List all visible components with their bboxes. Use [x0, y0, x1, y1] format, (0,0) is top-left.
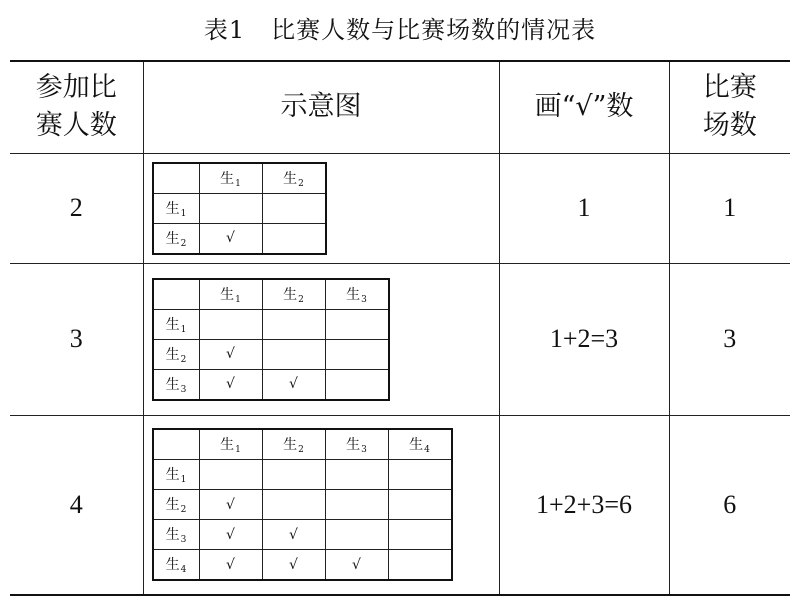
table-title: 比赛人数与比赛场数的情况表	[271, 16, 597, 44]
diagram-check-cell	[199, 550, 262, 581]
diagram-check-cell	[199, 223, 262, 254]
diagram-empty-cell	[262, 193, 326, 223]
diagram-row	[153, 223, 326, 254]
diagram-empty-cell	[262, 339, 325, 369]
diagram-empty-cell	[388, 460, 452, 490]
check-mark: √	[226, 526, 235, 543]
check-mark: √	[289, 556, 298, 573]
diagram-check-cell	[199, 520, 262, 550]
diagram-empty-cell	[325, 460, 388, 490]
diagram-empty-cell	[388, 520, 452, 550]
diagram-4-players	[152, 428, 453, 581]
diagram-row-label: 生$_1$	[153, 193, 200, 223]
players-count: 2	[10, 153, 143, 263]
checks-count: 1+2=3	[499, 263, 669, 415]
diagram-check-cell	[199, 369, 262, 400]
header-row	[10, 61, 790, 153]
header-matches: 比赛 场数	[669, 61, 790, 153]
check-mark: √	[226, 230, 235, 246]
diagram-empty-cell	[262, 223, 326, 254]
diagram-empty-cell	[325, 309, 389, 339]
diagram-row-label: 生$_2$	[153, 339, 200, 369]
diagram-empty-cell	[388, 490, 452, 520]
diagram-empty-cell	[199, 193, 262, 223]
diagram-col-label: 生$_1$	[199, 163, 262, 194]
diagram-col-label: 生$_1$	[199, 429, 262, 460]
diagram-row	[153, 369, 389, 400]
diagram-empty-cell	[199, 460, 262, 490]
header-checks: 画“√”数	[499, 61, 669, 153]
checks-count: 1+2+3=6	[499, 415, 669, 595]
diagram-row	[153, 460, 452, 490]
check-mark: √	[226, 556, 235, 573]
table-row	[10, 263, 790, 415]
diagram-header-row	[153, 429, 452, 460]
diagram-check-cell	[262, 369, 325, 400]
checks-count: 1	[499, 153, 669, 263]
diagram-empty-cell	[325, 520, 388, 550]
diagram-check-cell	[262, 520, 325, 550]
diagram-row	[153, 339, 389, 369]
diagram-col-label: 生$_2$	[262, 279, 325, 310]
table-caption	[0, 10, 800, 45]
diagram-row-label: 生$_3$	[153, 369, 200, 400]
diagram-row	[153, 520, 452, 550]
diagram-check-cell	[325, 550, 388, 581]
players-count: 3	[10, 263, 143, 415]
check-mark: √	[352, 556, 361, 573]
diagram-empty-cell	[262, 460, 325, 490]
matches-count: 1	[669, 153, 790, 263]
diagram-row-label: 生$_2$	[153, 223, 200, 254]
diagram-check-cell	[262, 550, 325, 581]
diagram-row	[153, 550, 452, 581]
check-mark: √	[226, 376, 235, 392]
table-row	[10, 415, 790, 595]
table-number: 表1	[203, 16, 246, 44]
diagram-row	[153, 309, 389, 339]
diagram-row-label: 生$_2$	[153, 490, 200, 520]
diagram-empty-cell	[388, 550, 452, 581]
diagram-empty-cell	[199, 309, 262, 339]
diagram-cell	[143, 263, 499, 415]
diagram-cell	[143, 153, 499, 263]
players-count: 4	[10, 415, 143, 595]
diagram-col-label: 生$_2$	[262, 163, 326, 194]
diagram-row-label: 生$_4$	[153, 550, 200, 581]
diagram-corner-cell	[153, 163, 200, 194]
check-mark: √	[289, 526, 298, 543]
diagram-check-cell	[199, 490, 262, 520]
diagram-empty-cell	[325, 490, 388, 520]
check-mark: √	[226, 346, 235, 362]
diagram-row-label: 生$_1$	[153, 460, 200, 490]
diagram-row	[153, 193, 326, 223]
diagram-row	[153, 490, 452, 520]
diagram-cell	[143, 415, 499, 595]
diagram-2-players	[152, 162, 327, 255]
diagram-empty-cell	[325, 369, 389, 400]
check-mark: √	[226, 496, 235, 513]
check-mark: √	[289, 376, 298, 392]
diagram-row-label: 生$_1$	[153, 309, 200, 339]
diagram-empty-cell	[262, 309, 325, 339]
diagram-header-row	[153, 279, 389, 310]
diagram-empty-cell	[262, 490, 325, 520]
match-count-table	[10, 60, 790, 596]
diagram-header-row	[153, 163, 326, 194]
header-diagram: 示意图	[143, 61, 499, 153]
matches-count: 3	[669, 263, 790, 415]
diagram-col-label: 生$_2$	[262, 429, 325, 460]
diagram-check-cell	[199, 339, 262, 369]
diagram-corner-cell	[153, 429, 200, 460]
matches-count: 6	[669, 415, 790, 595]
diagram-corner-cell	[153, 279, 200, 310]
diagram-col-label: 生$_3$	[325, 279, 389, 310]
diagram-empty-cell	[325, 339, 389, 369]
header-players: 参加比 赛人数	[10, 61, 143, 153]
table-row	[10, 153, 790, 263]
diagram-col-label: 生$_1$	[199, 279, 262, 310]
diagram-col-label: 生$_4$	[388, 429, 452, 460]
diagram-col-label: 生$_3$	[325, 429, 388, 460]
diagram-row-label: 生$_3$	[153, 520, 200, 550]
diagram-3-players	[152, 278, 390, 401]
